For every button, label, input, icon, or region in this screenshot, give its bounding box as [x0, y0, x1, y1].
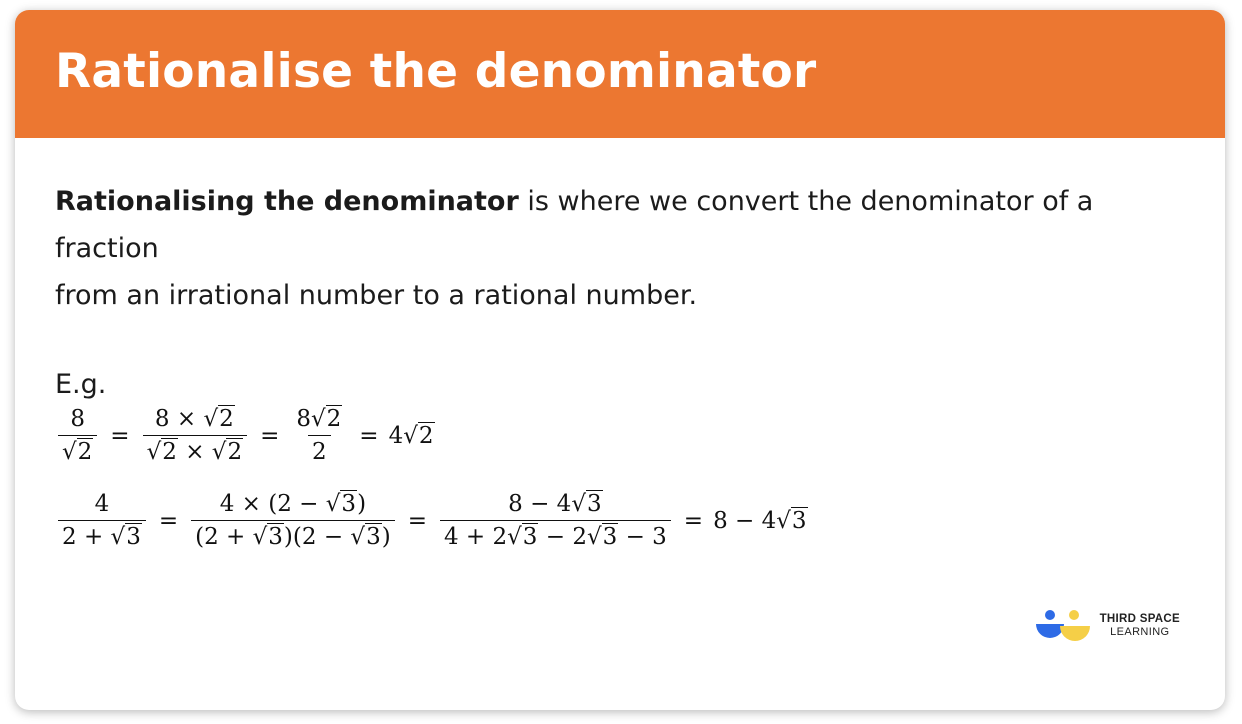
- definition-term: Rationalising the denominator: [55, 186, 519, 217]
- square-root: √2: [203, 406, 234, 432]
- denominator: [58, 435, 97, 465]
- numerator: 4 × (2 − √3): [219, 491, 367, 517]
- logo-line1: THIRD SPACE: [1099, 613, 1180, 625]
- equals-sign: =: [158, 507, 179, 534]
- third-space-learning-logo: [1034, 608, 1180, 644]
- equals-sign: =: [359, 422, 379, 449]
- denominator: 2 + √3: [58, 520, 146, 550]
- square-root: √2: [211, 439, 243, 465]
- square-root: √2: [62, 439, 93, 465]
- numerator: 8√2: [296, 406, 342, 432]
- square-root: √3: [110, 524, 141, 550]
- square-root: √3: [507, 524, 538, 550]
- equation-1: [55, 406, 1185, 465]
- equals-sign: =: [110, 422, 130, 449]
- fraction: [55, 491, 149, 550]
- card-body: [15, 138, 1225, 550]
- equation-2: [55, 491, 1185, 550]
- square-root: √2: [403, 422, 434, 449]
- square-root: √3: [571, 491, 602, 517]
- square-root: √3: [325, 491, 357, 517]
- square-root: √3: [586, 524, 618, 550]
- numerator: 8: [70, 406, 85, 432]
- fraction: [55, 406, 100, 465]
- denominator: 4 + 2√3 − 2√3 − 3: [440, 520, 671, 550]
- denominator: (2 + √3)(2 − √3): [191, 520, 395, 550]
- definition-line1: is where we convert the denominator of a fraction: [55, 186, 1094, 264]
- logo-text: [1100, 613, 1180, 639]
- square-root: √2: [311, 406, 342, 432]
- definition-text: [55, 178, 1185, 319]
- numerator: 8 − 4√3: [508, 491, 602, 517]
- logo-line2: LEARNING: [1110, 626, 1170, 638]
- card-header: [15, 10, 1225, 138]
- fraction: [289, 406, 349, 465]
- result: 8 − 4√3: [713, 507, 807, 534]
- denominator: √2 × √2: [143, 435, 248, 465]
- equals-sign: =: [260, 422, 280, 449]
- square-root: √3: [350, 524, 381, 550]
- fraction: [437, 491, 674, 550]
- example-label: E.g.: [55, 369, 107, 400]
- fraction: [140, 406, 251, 465]
- numerator: 8 × √2: [154, 406, 234, 432]
- page-title: Rationalise the denominator: [55, 43, 817, 99]
- numerator: 4: [94, 491, 110, 517]
- square-root: √2: [146, 439, 177, 465]
- result: 4√2: [388, 422, 434, 449]
- square-root: √3: [776, 507, 807, 534]
- third-space-learning-logo-icon: [1034, 608, 1092, 644]
- square-root: √3: [252, 524, 283, 550]
- fraction: [188, 491, 398, 550]
- lesson-card: [15, 10, 1225, 710]
- equals-sign: =: [407, 507, 427, 534]
- definition-line2: from an irrational number to a rational number.: [55, 280, 698, 311]
- equals-sign: =: [683, 507, 704, 534]
- denominator: 2: [308, 435, 331, 465]
